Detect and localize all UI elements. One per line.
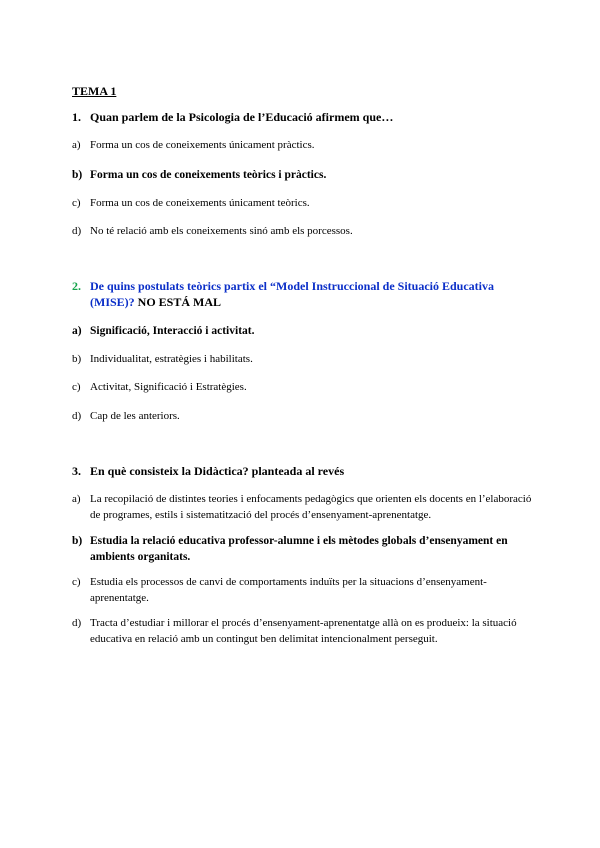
option-text: Forma un cos de coneixements únicament pràctics. <box>90 139 315 151</box>
q1-option-d <box>72 224 532 240</box>
option-letter: a) <box>72 139 81 151</box>
option-text: Activitat, Significació i Estratègies. <box>90 381 247 393</box>
question-text: Quan parlem de la Psicologia de l’Educació afirmem que… <box>90 110 394 124</box>
q3-option-a <box>72 492 532 523</box>
option-letter: d) <box>72 409 82 422</box>
option-text: Individualitat, estratègies i habilitats. <box>90 352 253 365</box>
option-text: Estudia els processos de canvi de comportaments induïts per la situacions d’ensenyament-aprenentatge. <box>90 576 487 604</box>
option-letter: c) <box>72 381 81 393</box>
question-2 <box>72 278 532 310</box>
option-letter: c) <box>72 576 81 588</box>
option-text: Significació, Interacció i activitat. <box>90 324 255 337</box>
q2-option-d <box>72 409 532 425</box>
q2-option-a <box>72 323 532 339</box>
option-letter: b) <box>72 352 82 365</box>
document-page <box>72 84 532 657</box>
q1-option-a <box>72 138 532 154</box>
question-number: 1. <box>72 110 81 124</box>
question-text: De quins postulats teòrics partix el “Model Instruccional de Situació Educativa (MISE)? <box>90 278 495 309</box>
option-text: Forma un cos de coneixements únicament teòrics. <box>90 196 310 209</box>
option-letter: a) <box>72 493 81 505</box>
document-title: TEMA 1 <box>72 84 117 98</box>
question-number: 2. <box>72 278 81 293</box>
option-text: Tracta d’estudiar i millorar el procés d’ensenyament-aprenentatge allà on es produeix: la situació educativa en relació amb un contingut ben delimitat intencionalment perseguit. <box>90 617 517 645</box>
q2-option-c <box>72 380 532 396</box>
question-text-wrapper <box>90 278 532 310</box>
option-letter: d) <box>72 225 82 237</box>
option-text: Forma un cos de coneixements teòrics i pràctics. <box>90 168 327 181</box>
q3-option-c <box>72 575 532 606</box>
option-text: Estudia la relació educativa professor-alumne i els mètodes globals d’ensenyament en ambients organitats. <box>90 535 508 563</box>
q3-option-d <box>72 616 532 647</box>
q1-option-b <box>72 167 532 183</box>
q1-option-c <box>72 196 532 212</box>
option-letter: b) <box>72 535 83 547</box>
q2-option-b <box>72 352 532 368</box>
question-text: En què consisteix la Didàctica? planteada al revés <box>90 464 345 478</box>
option-text: No té relació amb els coneixements sinó amb els porcessos. <box>90 225 353 237</box>
option-letter: d) <box>72 617 82 629</box>
question-3 <box>72 463 532 479</box>
question-number: 3. <box>72 464 81 478</box>
option-text: La recopilació de distintes teories i enfocaments pedagògics que orienten els docents en l’elaboració de programes, estils i sistematització del procés d’ensenyament-aprenentatge. <box>90 493 532 521</box>
section-spacer <box>72 437 532 463</box>
section-spacer <box>72 253 532 278</box>
option-letter: b) <box>72 168 83 181</box>
q3-option-b <box>72 533 532 565</box>
question-note: NO ESTÁ MAL <box>137 294 222 309</box>
option-letter: c) <box>72 196 81 209</box>
question-1 <box>72 109 532 125</box>
option-text: Cap de les anteriors. <box>90 409 180 422</box>
option-letter: a) <box>72 324 82 337</box>
